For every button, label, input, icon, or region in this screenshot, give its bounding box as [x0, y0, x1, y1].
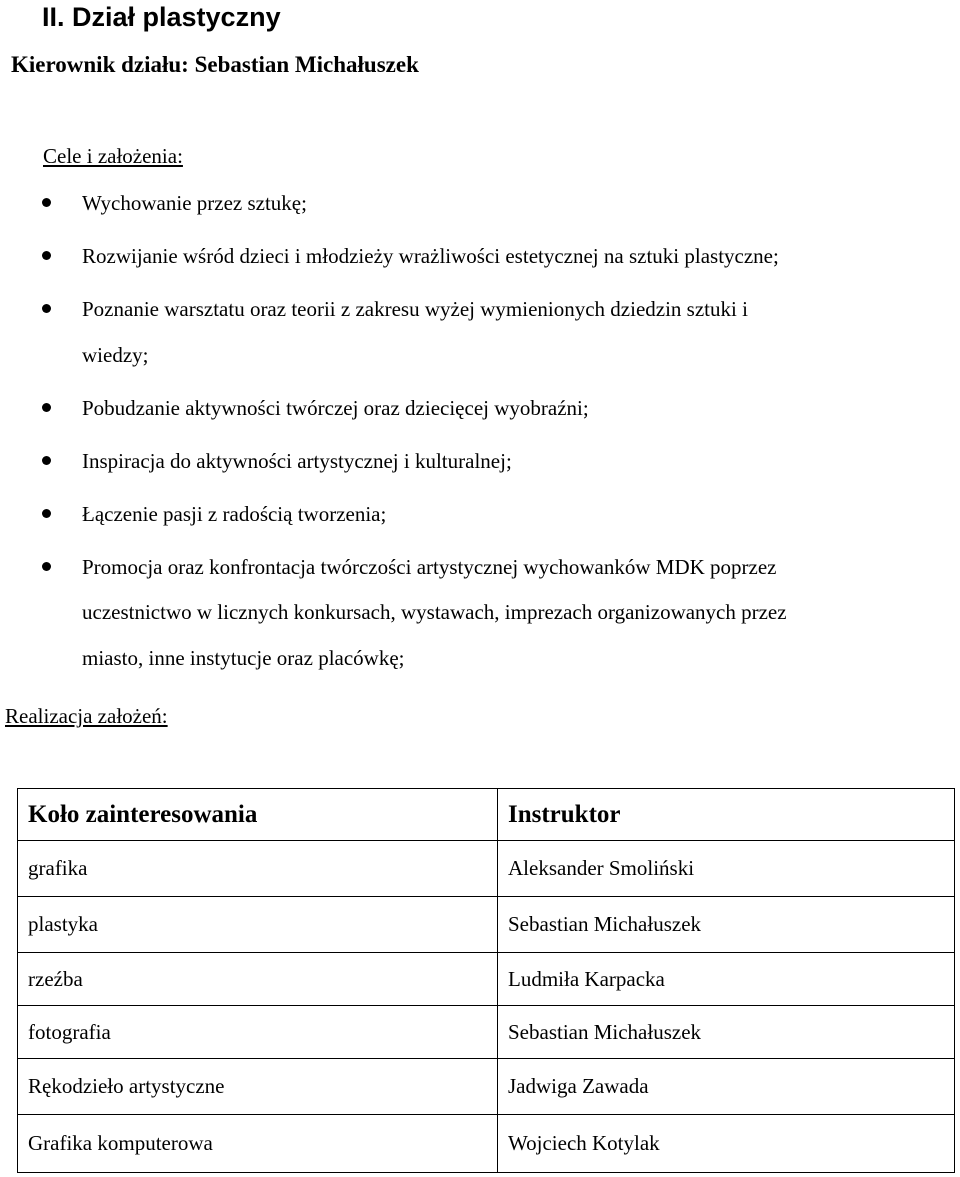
goal-text: Łączenie pasji z radością tworzenia;: [82, 501, 387, 526]
realization-heading: Realizacja założeń:: [5, 704, 168, 728]
instructor-cell: Wojciech Kotylak: [498, 1115, 955, 1173]
instructor-cell: Sebastian Michałuszek: [498, 897, 955, 953]
goals-heading: Cele i założenia:: [43, 144, 183, 168]
circle-cell: fotografia: [18, 1006, 498, 1059]
goals-list: [0, 181, 960, 689]
table-row: [18, 1006, 955, 1059]
bullet-icon: [42, 456, 51, 465]
table-row: [18, 841, 955, 897]
instructor-cell: Sebastian Michałuszek: [498, 1006, 955, 1059]
circle-cell: Rękodzieło artystyczne: [18, 1059, 498, 1115]
goal-item: [0, 439, 960, 485]
circle-cell: grafika: [18, 841, 498, 897]
goal-text: Pobudzanie aktywności twórczej oraz dziecięcej wyobraźni;: [82, 395, 589, 420]
goal-item: [0, 287, 960, 378]
circle-cell: Grafika komputerowa: [18, 1115, 498, 1173]
goal-item: [0, 492, 960, 538]
bullet-icon: [42, 403, 51, 412]
goal-text: Rozwijanie wśród dzieci i młodzieży wrażliwości estetycznej na sztuki plastyczne;: [82, 244, 779, 268]
instructor-cell: Jadwiga Zawada: [498, 1059, 955, 1115]
goal-text: Inspiracja do aktywności artystycznej i kulturalnej;: [82, 448, 512, 473]
goal-item: [0, 181, 960, 227]
table-row: [18, 1059, 955, 1115]
head-of-department: Kierownik działu: Sebastian Michałuszek: [11, 52, 419, 77]
table-header-row: [18, 789, 955, 841]
bullet-icon: [42, 198, 51, 207]
table-row: [18, 1115, 955, 1173]
bullet-icon: [42, 251, 51, 260]
circle-cell: plastyka: [18, 897, 498, 953]
table-row: [18, 953, 955, 1006]
instructor-cell: Ludmiła Karpacka: [498, 953, 955, 1006]
table-row: [18, 897, 955, 953]
goal-item: [0, 545, 960, 682]
goal-text: Poznanie warsztatu oraz teorii z zakresu wyżej wymienionych dziedzin sztuki i wiedzy;: [82, 297, 748, 367]
column-header-instructor: Instruktor: [498, 789, 955, 841]
goal-text: Wychowanie przez sztukę;: [82, 191, 307, 215]
column-header-circle: Koło zainteresowania: [18, 789, 498, 841]
interest-circles-table: [17, 788, 955, 1173]
section-title: II. Dział plastyczny: [42, 2, 281, 32]
instructor-cell: Aleksander Smoliński: [498, 841, 955, 897]
bullet-icon: [42, 304, 51, 313]
goal-item: [0, 386, 960, 432]
goal-item: [0, 234, 960, 280]
circle-cell: rzeźba: [18, 953, 498, 1006]
bullet-icon: [42, 509, 51, 518]
goal-text: Promocja oraz konfrontacja twórczości artystycznej wychowanków MDK poprzez uczestnictwo w licznych konkursach, wystawach, imprezach organizowanych przez miasto, inne instytucje oraz placówkę;: [82, 554, 787, 670]
bullet-icon: [42, 562, 51, 571]
